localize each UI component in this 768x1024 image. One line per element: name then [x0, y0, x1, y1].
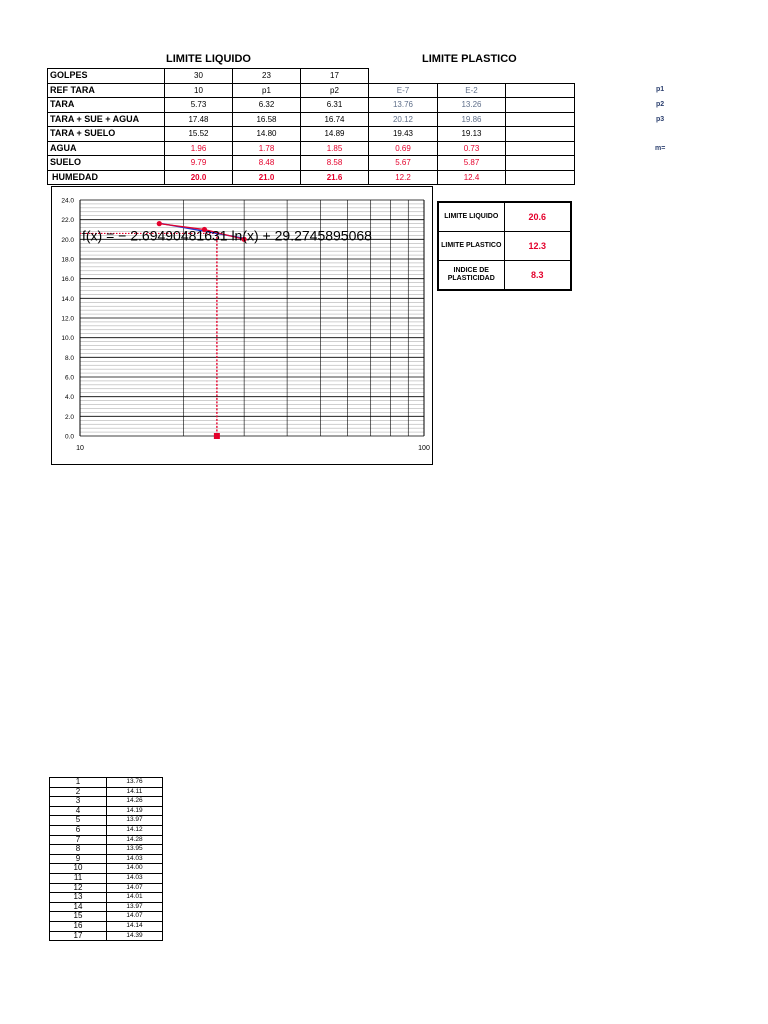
list-index[interactable]: 17	[50, 931, 107, 941]
list-item	[50, 893, 163, 903]
cell[interactable]: 1.96	[165, 141, 233, 156]
empty-cell[interactable]	[438, 69, 506, 84]
list-value[interactable]: 14.03	[107, 873, 163, 883]
cell[interactable]	[506, 156, 575, 171]
list-value[interactable]: 13.97	[107, 902, 163, 912]
list-item	[50, 806, 163, 816]
result-row	[438, 232, 571, 261]
result-label[interactable]: LIMITE LIQUIDO	[438, 202, 504, 232]
list-value[interactable]: 14.19	[107, 806, 163, 816]
atterberg-table	[47, 68, 575, 185]
cell[interactable]: 16.58	[233, 112, 301, 127]
cell[interactable]: 21.6	[301, 170, 369, 185]
list-index[interactable]: 14	[50, 902, 107, 912]
list-item	[50, 902, 163, 912]
cell[interactable]: 1.78	[233, 141, 301, 156]
row-label[interactable]: AGUA	[48, 141, 165, 156]
result-value[interactable]: 8.3	[504, 261, 571, 291]
cell[interactable]	[506, 141, 575, 156]
list-item	[50, 797, 163, 807]
list-index[interactable]: 6	[50, 825, 107, 835]
list-value[interactable]: 14.26	[107, 797, 163, 807]
cell[interactable]: 30	[165, 69, 233, 84]
result-value[interactable]: 20.6	[504, 202, 571, 232]
row-label[interactable]: GOLPES	[48, 69, 165, 84]
row-tara	[48, 98, 575, 113]
y-tick-label: 14.0	[61, 295, 74, 303]
results-table	[437, 201, 572, 291]
list-item	[50, 854, 163, 864]
y-tick-label: 2.0	[64, 413, 74, 421]
empty-cell[interactable]	[506, 69, 575, 84]
list-item	[50, 845, 163, 855]
cell[interactable]: p1	[233, 83, 301, 98]
cell[interactable]	[506, 170, 575, 185]
list-index[interactable]: 5	[50, 816, 107, 826]
list-item	[50, 912, 163, 922]
list-value[interactable]: 14.07	[107, 912, 163, 922]
list-value[interactable]: 14.28	[107, 835, 163, 845]
cell[interactable]: 21.0	[233, 170, 301, 185]
side-label-p3: p3	[656, 116, 665, 123]
cell[interactable]: 20.0	[165, 170, 233, 185]
row-tara-suelo	[48, 127, 575, 142]
list-item	[50, 873, 163, 883]
cell[interactable]: 5.67	[369, 156, 438, 171]
empty-cell[interactable]	[369, 69, 438, 84]
list-value[interactable]: 14.12	[107, 825, 163, 835]
list-index[interactable]: 12	[50, 883, 107, 893]
list-item	[50, 931, 163, 941]
list-item	[50, 778, 163, 788]
y-tick-label: 6.0	[64, 374, 74, 382]
cell[interactable]: 14.80	[233, 127, 301, 142]
y-tick-label: 12.0	[61, 315, 74, 323]
data-point	[157, 221, 162, 226]
result-label[interactable]: INDICE DE PLASTICIDAD	[438, 261, 504, 291]
side-label-m: m=	[655, 145, 666, 152]
list-value[interactable]: 14.39	[107, 931, 163, 941]
cell[interactable]: 5.73	[165, 98, 233, 113]
list-index[interactable]: 15	[50, 912, 107, 922]
row-label[interactable]: SUELO	[48, 156, 165, 171]
list-value[interactable]: 13.76	[107, 778, 163, 788]
list-item	[50, 787, 163, 797]
cell[interactable]: 19.43	[369, 127, 438, 142]
row-label[interactable]: REF TARA	[48, 83, 165, 98]
list-item	[50, 835, 163, 845]
row-humedad	[48, 170, 575, 185]
list-index[interactable]: 13	[50, 893, 107, 903]
y-tick-label: 24.0	[61, 197, 74, 205]
trendline-equation: f(x) = − 2.69490481631 ln(x) + 29.2745895068	[82, 227, 372, 244]
cell[interactable]: 20.12	[369, 112, 438, 127]
limite-liquido-header: LIMITE LIQUIDO	[166, 53, 251, 65]
list-index[interactable]: 10	[50, 864, 107, 874]
list-index[interactable]: 4	[50, 806, 107, 816]
cell[interactable]	[506, 127, 575, 142]
reference-marker	[214, 433, 220, 439]
cell[interactable]: 13.26	[438, 98, 506, 113]
cell[interactable]: 17	[301, 69, 369, 84]
cell[interactable]: 0.69	[369, 141, 438, 156]
cell[interactable]: 12.4	[438, 170, 506, 185]
chart-svg	[52, 187, 432, 464]
cell[interactable]: 16.74	[301, 112, 369, 127]
y-tick-label: 16.0	[61, 276, 74, 284]
list-value[interactable]: 14.14	[107, 921, 163, 931]
list-index[interactable]: 2	[50, 787, 107, 797]
result-value[interactable]: 12.3	[504, 232, 571, 261]
cell[interactable]: 5.87	[438, 156, 506, 171]
list-index[interactable]: 11	[50, 873, 107, 883]
cell[interactable]: 6.32	[233, 98, 301, 113]
row-label[interactable]: TARA + SUE + AGUA	[48, 112, 165, 127]
list-value[interactable]: 13.97	[107, 816, 163, 826]
cell[interactable]: 14.89	[301, 127, 369, 142]
weights-list	[49, 777, 163, 941]
cell[interactable]: 8.58	[301, 156, 369, 171]
y-tick-label: 20.0	[61, 236, 74, 244]
list-item	[50, 816, 163, 826]
result-row	[438, 261, 571, 291]
row-golpes	[48, 69, 575, 84]
y-tick-label: 8.0	[64, 354, 74, 362]
row-suelo	[48, 156, 575, 171]
cell[interactable]: 19.13	[438, 127, 506, 142]
y-tick-label: 22.0	[61, 217, 74, 225]
list-value[interactable]: 14.03	[107, 854, 163, 864]
cell[interactable]: E-7	[369, 83, 438, 98]
side-label-p1: p1	[656, 86, 665, 93]
list-value[interactable]: 14.07	[107, 883, 163, 893]
limite-plastico-header: LIMITE PLASTICO	[422, 53, 517, 65]
y-tick-label: 10.0	[61, 335, 74, 343]
x-tick-label: 10	[76, 445, 84, 452]
list-value[interactable]: 13.95	[107, 845, 163, 855]
cell[interactable]: 23	[233, 69, 301, 84]
row-ref-tara	[48, 83, 575, 98]
cell[interactable]: 17.48	[165, 112, 233, 127]
list-index[interactable]: 3	[50, 797, 107, 807]
list-item	[50, 883, 163, 893]
list-index[interactable]: 1	[50, 778, 107, 788]
cell[interactable]: E-2	[438, 83, 506, 98]
list-item	[50, 921, 163, 931]
cell[interactable]	[506, 98, 575, 113]
flow-curve-chart[interactable]	[51, 186, 433, 465]
list-index[interactable]: 7	[50, 835, 107, 845]
row-tara-sue-agua	[48, 112, 575, 127]
row-agua	[48, 141, 575, 156]
cell[interactable]: 15.52	[165, 127, 233, 142]
cell[interactable]: p2	[301, 83, 369, 98]
cell[interactable]: 19.86	[438, 112, 506, 127]
cell[interactable]: 6.31	[301, 98, 369, 113]
y-tick-label: 4.0	[64, 394, 74, 402]
cell[interactable]: 10	[165, 83, 233, 98]
x-tick-label: 100	[418, 445, 430, 452]
list-index[interactable]: 16	[50, 921, 107, 931]
result-row	[438, 202, 571, 232]
y-tick-label: 18.0	[61, 256, 74, 264]
row-label[interactable]: HUMEDAD	[48, 170, 165, 185]
row-label[interactable]: TARA	[48, 98, 165, 113]
cell[interactable]: 1.85	[301, 141, 369, 156]
list-index[interactable]: 8	[50, 845, 107, 855]
list-value[interactable]: 14.00	[107, 864, 163, 874]
cell[interactable]	[506, 83, 575, 98]
cell[interactable]: 8.48	[233, 156, 301, 171]
y-tick-label: 0.0	[64, 433, 74, 441]
cell[interactable]: 12.2	[369, 170, 438, 185]
cell[interactable]	[506, 112, 575, 127]
list-index[interactable]: 9	[50, 854, 107, 864]
row-label[interactable]: TARA + SUELO	[48, 127, 165, 142]
list-value[interactable]: 14.01	[107, 893, 163, 903]
cell[interactable]: 13.76	[369, 98, 438, 113]
result-label[interactable]: LIMITE PLASTICO	[438, 232, 504, 261]
cell[interactable]: 9.79	[165, 156, 233, 171]
list-item	[50, 864, 163, 874]
list-item	[50, 825, 163, 835]
cell[interactable]: 0.73	[438, 141, 506, 156]
list-value[interactable]: 14.11	[107, 787, 163, 797]
side-label-p2: p2	[656, 101, 665, 108]
